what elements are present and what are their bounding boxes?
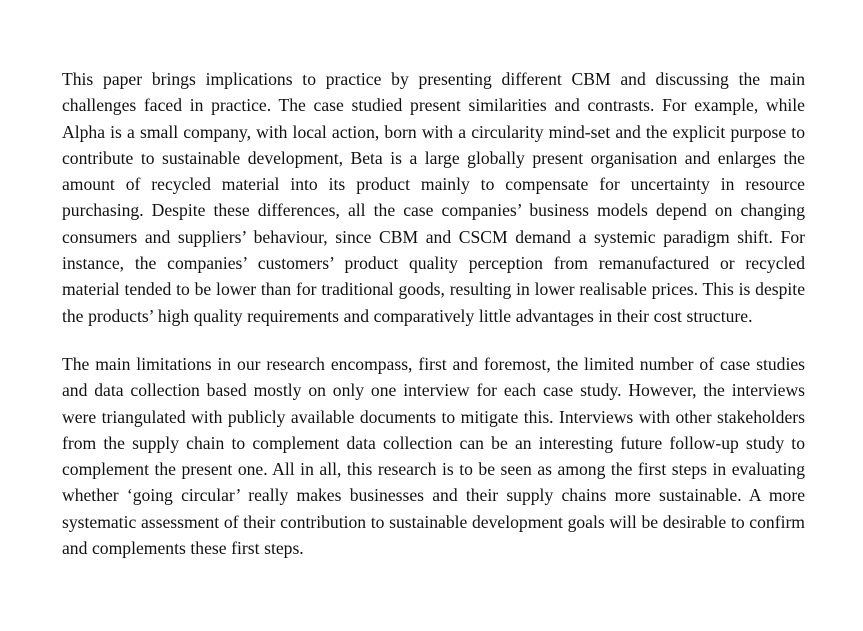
paragraph-limitations: The main limitations in our research encompass, first and foremost, the limited number of case studies and data collection based mostly on only one interview for each case study. However, the interviews were triangulated with publicly available documents to mitigate this. Interviews with other stakeholders from the supply chain to complement data collection can be an interesting future follow-up study to complement the present one. All in all, this research is to be seen as among the first steps in evaluating whether ‘going circular’ really makes businesses and their supply chains more sustainable. A more systematic assessment of their contribution to sustainable development goals will be desirable to confirm and complements these first steps. <box>62 353 805 559</box>
paragraph-implications: This paper brings implications to practice by presenting different CBM and discussing the main challenges faced in practice. The case studied present similarities and contrasts. For example, while Alpha is a small company, with local action, born with a circularity mind-set and the explicit purpose to contribute to sustainable development, Beta is a large globally present organisation and enlarges the amount of recycled material into its product mainly to compensate for uncertainty in resource purchasing. Despite these differences, all the case companies’ business models depend on changing consumers and suppliers’ behaviour, since CBM and CSCM demand a systemic paradigm shift. For instance, the companies’ customers’ product quality perception from remanufactured or recycled material tended to be lower than for traditional goods, resulting in lower realisable prices. This is despite the products’ high quality requirements and comparatively little advantages in their cost structure. <box>62 69 805 326</box>
